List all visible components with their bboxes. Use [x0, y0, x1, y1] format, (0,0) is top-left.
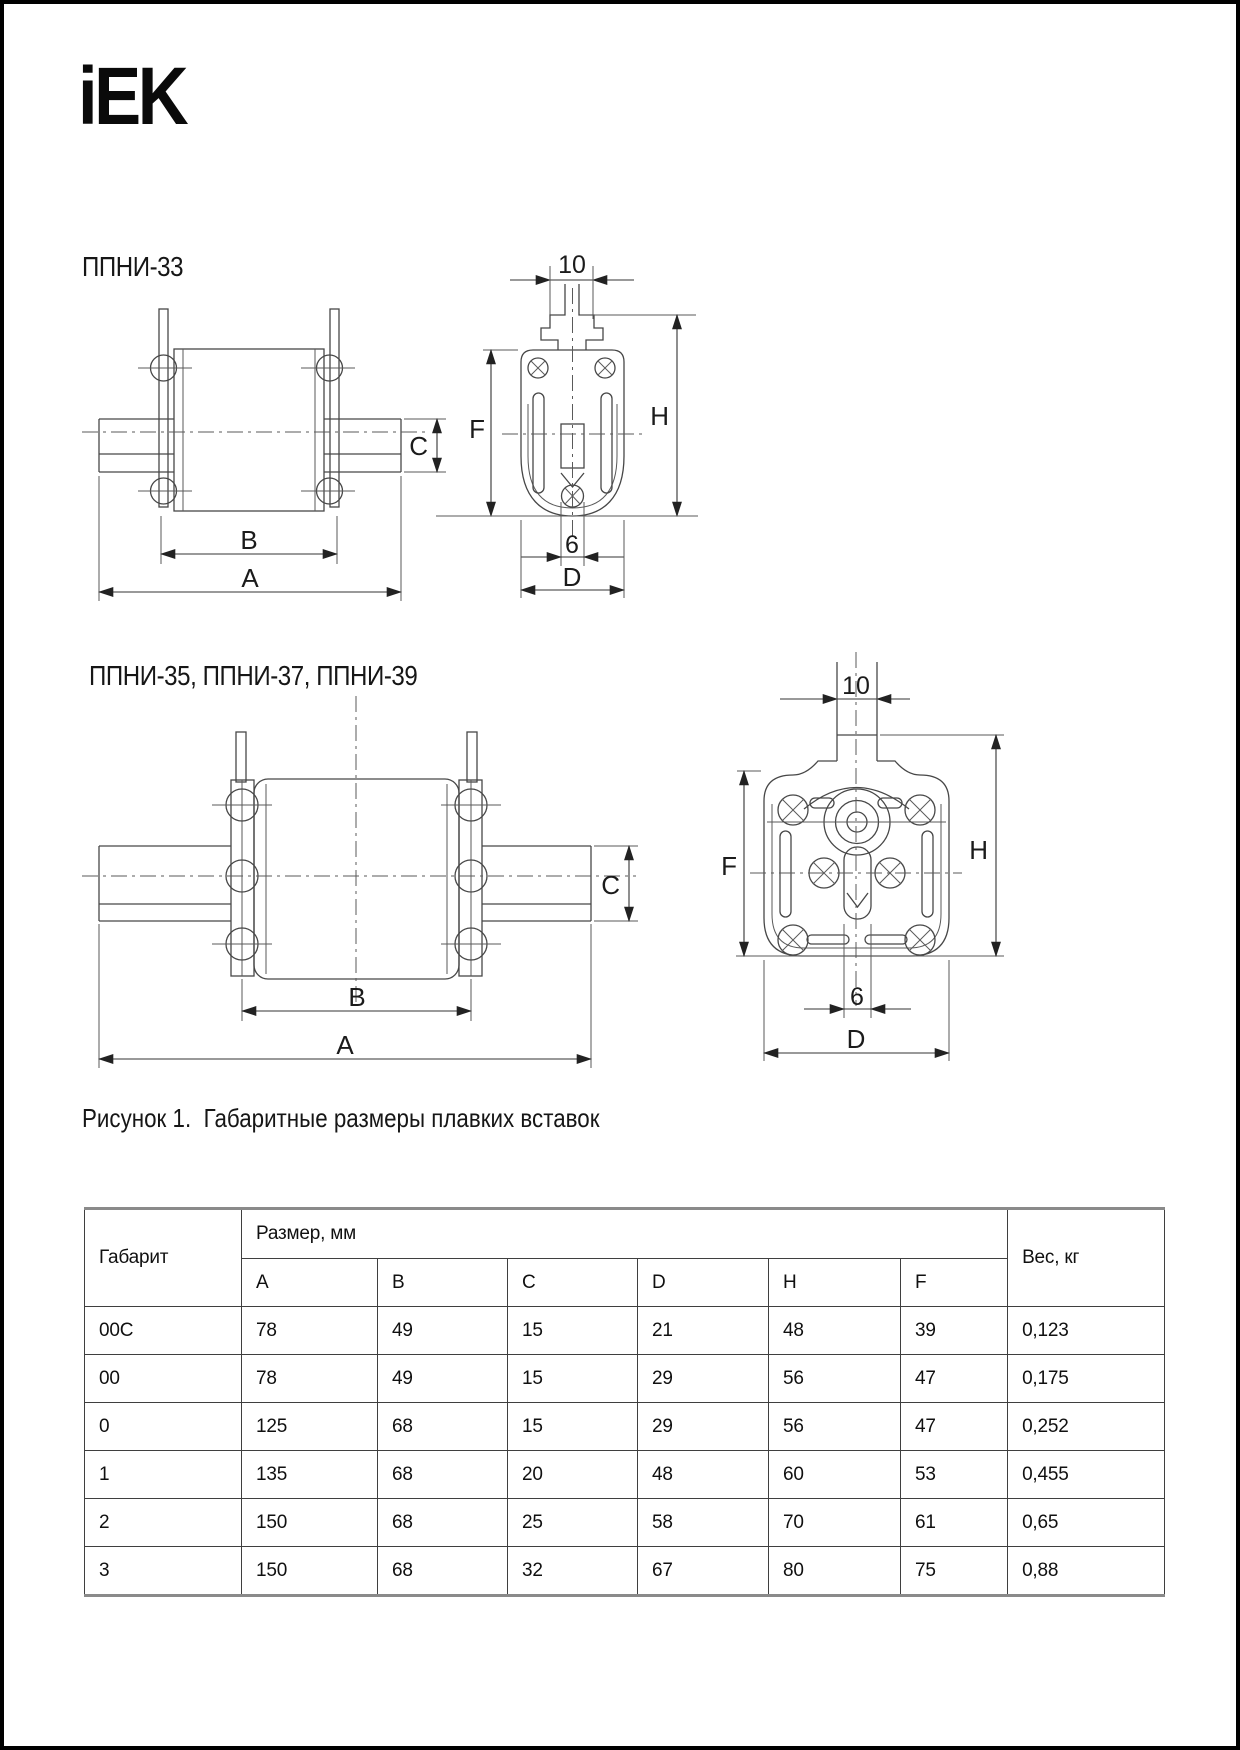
- dim-label-h-1: H: [650, 401, 669, 431]
- cell-gabarit: 00: [85, 1355, 242, 1403]
- dim-label-f-2: F: [721, 851, 737, 881]
- dim-label-6-2: 6: [850, 983, 864, 1011]
- iek-logo-text: iEK: [78, 51, 186, 142]
- figure-caption: Рисунок 1. Габаритные размеры плавких вставок: [82, 1103, 600, 1133]
- cell-gabarit: 1: [85, 1451, 242, 1499]
- cell-gabarit: 0: [85, 1403, 242, 1451]
- ppni-35-side-view: [82, 696, 638, 1068]
- col-header-c: C: [508, 1259, 638, 1307]
- dim-label-h-2: H: [969, 835, 988, 865]
- col-header-d: D: [638, 1259, 769, 1307]
- dim-label-10-2: 10: [842, 672, 870, 700]
- dim-label-10-1: 10: [558, 251, 586, 279]
- drawing-ppni-33: [82, 251, 698, 601]
- table-row: 0 125 68 15 29 56 47 0,252: [85, 1403, 1165, 1451]
- cell-weight: 0,455: [1008, 1451, 1165, 1499]
- figure1-title: ППНИ-33: [82, 251, 184, 282]
- table-row: 2 150 68 25 58 70 61 0,65: [85, 1499, 1165, 1547]
- cell-gabarit: 00C: [85, 1307, 242, 1355]
- ppni-33-side-view: [82, 309, 446, 601]
- col-header-b: B: [378, 1259, 508, 1307]
- drawing-ppni-35-37-39: [82, 652, 1004, 1068]
- col-header-h: H: [769, 1259, 901, 1307]
- figure2-title: ППНИ-35, ППНИ-37, ППНИ-39: [89, 660, 418, 691]
- dim-label-6-1: 6: [565, 531, 579, 559]
- col-header-size-group: Размер, мм: [242, 1209, 1008, 1259]
- dim-label-c-2: C: [601, 870, 620, 900]
- col-header-gabarit: Габарит: [85, 1209, 242, 1307]
- cell-weight: 0,65: [1008, 1499, 1165, 1547]
- dim-label-d-2: D: [846, 1024, 866, 1054]
- cell-weight: 0,175: [1008, 1355, 1165, 1403]
- col-header-f: F: [901, 1259, 1008, 1307]
- table-row: 00 78 49 15 29 56 47 0,175: [85, 1355, 1165, 1403]
- dim-label-a-2: A: [336, 1030, 354, 1060]
- table-row: 00C 78 49 15 21 48 39 0,123: [85, 1307, 1165, 1355]
- dim-label-a-1: A: [241, 563, 259, 593]
- dim-label-b-2: B: [348, 982, 366, 1012]
- cell-gabarit: 2: [85, 1499, 242, 1547]
- table-row: 3 150 68 32 67 80 75 0,88: [85, 1547, 1165, 1596]
- dimensions-table: [84, 1207, 1165, 1597]
- ppni-35-front-view: [721, 652, 1004, 1061]
- dim-label-c-1: C: [409, 431, 428, 461]
- cell-weight: 0,88: [1008, 1547, 1165, 1596]
- ppni-33-front-view: [436, 251, 698, 598]
- cell-weight: 0,123: [1008, 1307, 1165, 1355]
- cell-weight: 0,252: [1008, 1403, 1165, 1451]
- col-header-weight: Вес, кг: [1008, 1209, 1165, 1307]
- dim-label-b-1: B: [240, 525, 258, 555]
- table-row: 1 135 68 20 48 60 53 0,455: [85, 1451, 1165, 1499]
- cell-gabarit: 3: [85, 1547, 242, 1596]
- col-header-a: A: [242, 1259, 378, 1307]
- dim-label-f-1: F: [469, 414, 485, 444]
- dim-label-d-1: D: [562, 562, 582, 592]
